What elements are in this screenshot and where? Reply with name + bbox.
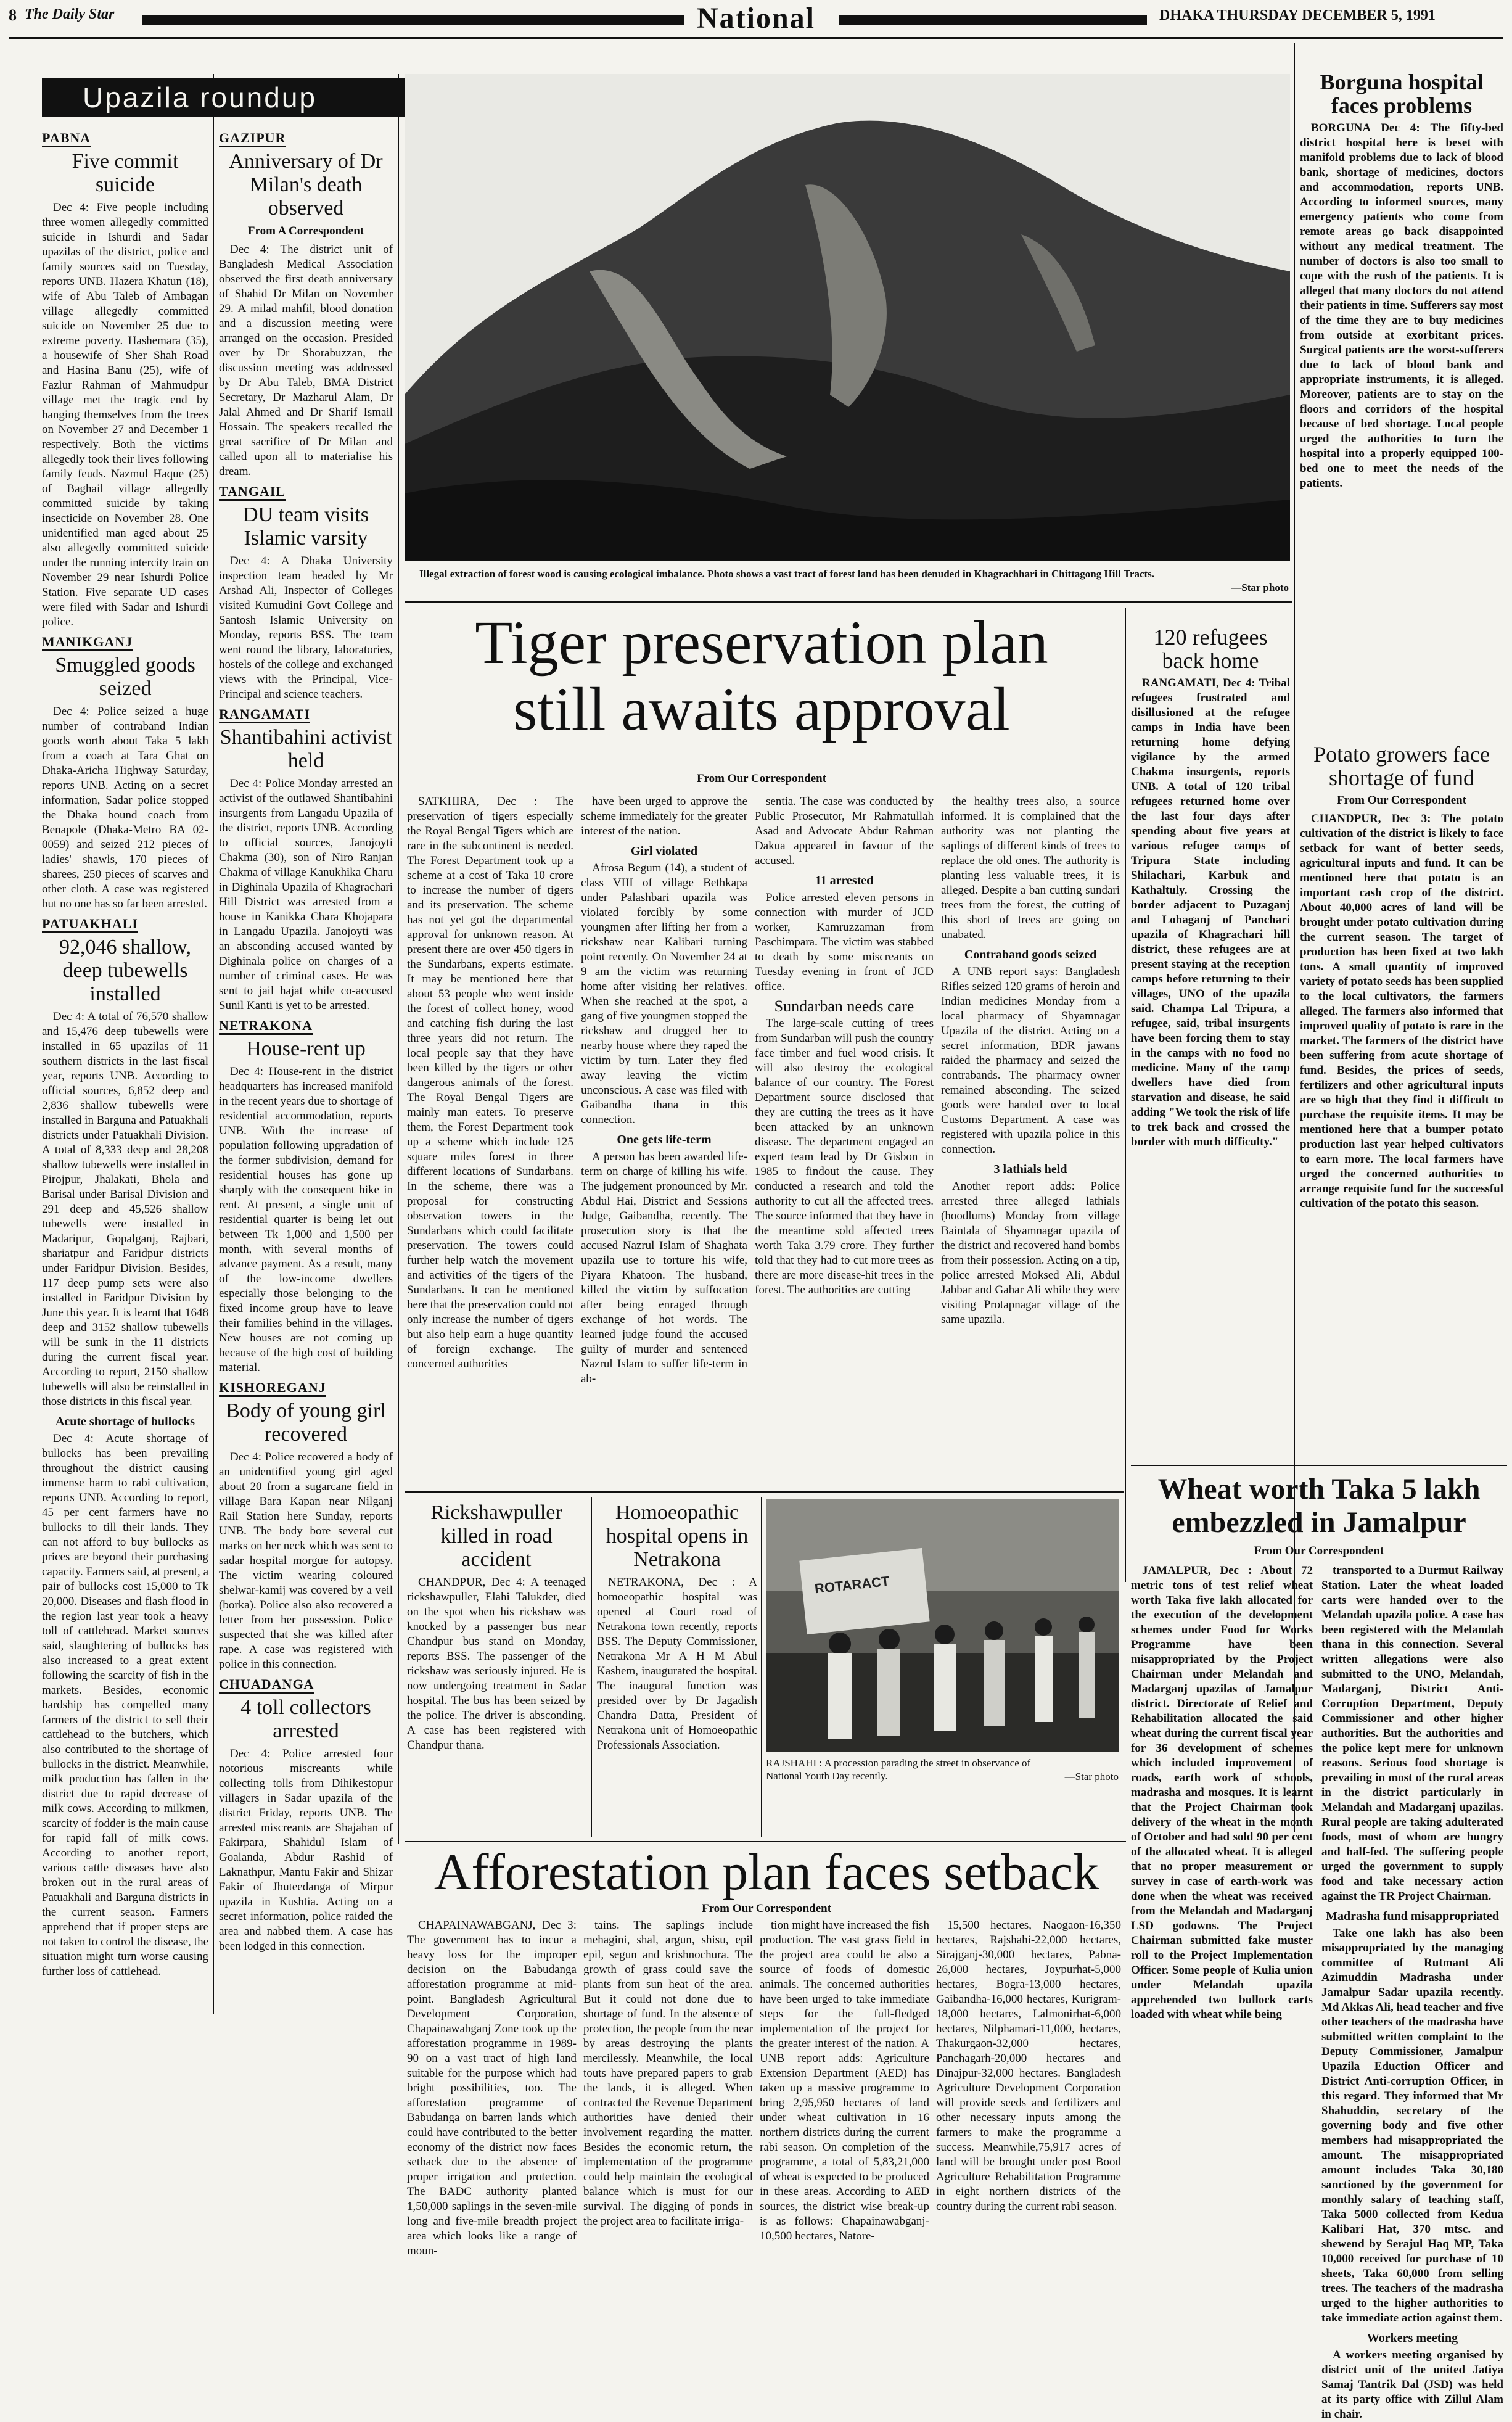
wheat-col-2 — [1321, 1563, 1503, 2421]
story-milan: Dec 4: The district unit of Bangladesh Medical Association observed the first death anniversary of Shahid Dr Milan on November 29. A milad mahfil, blood donation and a discussion meeting were arranged on the occasion. Presided over by Dr Shorabuzzan, the discussion meeting was addressed by Dr Abu Taleb, BMA District Secretary, Dr Mazharul Alam, Dr Jalal Ahmed and Dr Sharif Ismail Hossain. The speakers recalled the great sacrifice of Dr Milan and called upon all to materialise his dream. — [219, 243, 393, 478]
story-body-recovered: Dec 4: Police recovered a body of an unidentified young girl aged about 20 from a sugarcane field in village Bara Kapan near Nilganj Rail Station here Sunday, reports UNB. The body bore several cut marks on her neck which was sent to sadar hospital morgue for autopsy. The victim wearing coloured shelwar-kamij was covered by a veil (borka). Police also also recovered a letter from her possession. Police suspected that she was killed after rape. A case was registered with police in this connection. — [219, 1451, 393, 1671]
afforest-col-4 — [936, 1918, 1121, 2213]
tiger-story-4: the healthy trees also, a source informed. It is complained that the authority was not planting the saplings of different kinds of trees to replace the old ones. The authority is planting less valuable trees, it is alleged. Despite a ban cutting sundari trees from the forest, the cutting of this short of trees are going on unabated. — [941, 795, 1120, 941]
story-workers: A workers meeting organised by district unit of the united Jatiya Samaj Tantrik Dal (JSD) was held at its party office with Zillul Alam in chair. — [1321, 2349, 1503, 2421]
headline-borguna: Borguna hospital faces problems — [1320, 70, 1484, 118]
story-tubewells: Dec 4: A total of 76,570 shallow and 15,476 deep tubewells were installed in 65 upazilas of 11 southern districts in the last fiscal year, reports UNB. According to official sources, 6,852 deep and 2,836 shallow tubewells were installed in Barguna and Patuakhali districts under Patuakhali Division. A total of 8,333 deep and 28,208 shallow tubewells were installed in Pirojpur, Jhalakati, Bhola and Barisal under Barisal Division and 291 deep and 45,526 shallow tubewells were installed in Madaripur, Gopalganj, Rajbari, shariatpur and Faridpur districts under Faridpur Division. Besides, 117 deep pump sets were also installed in Faridpur Division by June this year. It is learnt that 1648 deep and 3152 shallow tubewells will be sunk in the 11 districts during the current fiscal year. According to report, 2150 shallow tubewells will also be reinstalled in those districts in this fiscal year. — [42, 1010, 208, 1408]
story-homoeo: NETRAKONA, Dec : A homoeopathic hospital was opened at Court road of Netrakona town recently, reports BSS. The Deputy Commissioner, Netrakona Mr A H M Abul Kashem, inaugurated the hospital. The inaugural function was presided over by Dr Jagadish Chandra Datta, President of Netrakona unit of Homoeopathic Professionals Association. — [597, 1576, 757, 1752]
place-patuakhali: PATUAKHALI — [42, 916, 138, 933]
tiger-col-3 — [755, 794, 934, 1485]
tiger-headline-1: Tiger preservation plan — [475, 608, 1048, 677]
afforest-byline: From Our Correspondent — [701, 1902, 832, 1915]
headline-tubewells: 92,046 shallow, deep tubewells installed — [59, 936, 192, 1005]
afforest-headline: Afforestation plan faces setback — [433, 1843, 1099, 1901]
story-smuggled: Dec 4: Police seized a huge number of contraband Indian goods worth about Taka 5 lakh from a coach at Tara Ghat on Dhaka-Aricha Highway Saturday, reports UNB. Acting on a secret information, Sadar police stopped the Dhaka bound coach from Benapole (Dhaka-Metro BA 02-0059) and seized 212 pieces of ladies' shawls, 170 pieces of sharees, 250 pieces of scarves and other cloth. A case was registered but no one has so far been arrested. — [42, 705, 208, 910]
borguna-column — [1300, 68, 1503, 728]
byline-potato: From Our Correspondent — [1336, 794, 1467, 807]
story-toll-collectors: Dec 4: Police arrested four notorious miscreants while collecting tolls from Dihikestopur villagers in Sadar upazila of the district Friday, reports UNB. The arrested miscreants are Shajahan of Fakirpara, Shahidul Islam of Goalanda, Abdur Rashid of Laknathpur, Mantu Fakir and Shizar Fakir of Jhuteedanga of Mirpur upazila in Kushtia. Acting on a secret information, police raided the area and nabbed them. A case has been lodged in this connection. — [219, 1747, 393, 1953]
refugees-column — [1131, 623, 1290, 1585]
place-netrakona: NETRAKONA — [219, 1018, 313, 1035]
story-madrasha: Take one lakh has also been misappropriated by the managing committee of Rutmant Ali Azimuddin Madrasha under Jamalpur Sadar upazila recently. Md Akkas Ali, head teacher and five other teachers of the madrasha have submitted written complaint to the Deputy Commissioner, Jamalpur Upazila Eduction Officer and District Anti-corruption Officer, in this regard. They informed that Mr Shahuddin, secretary of the governing body and five other members had misappropriated the amount. The misappropriated amount includes Taka 30,180 sanctioned by the government for monthly salary of teaching staff, Taka 5000 collected from Kedua Kalibari Hat, 370 mtsc. and shewend by Serajul Haq MP, Taka 10,000 received for purchase of 10 sheets, Taka 60,000 from selling trees. The teachers of the madrasha urged to the higher authorities to take immediate action against them. — [1321, 1927, 1503, 2325]
story-potato: CHANDPUR, Dec 3: The potato cultivation of the district is likely to face setback for want of better seeds, agricultural inputs and fund. It can be mentioned here that potato is an important cash crop of the district. About 40,000 acres of land will be brought under potato cultivation during the current season. The target of production has been fixed at two lakh tons. A small quantity of improved variety of potato seeds has been supplied to the local cultivators, the farmers alleged. The farmers also informed that improved quality of potato is rare in the market. The farmers of the district have been suffering from acute shortage of fund. Besides, the prices of seeds, fertilizers and other agricultural inputs are so high that they find it difficult to purchase the requisite items. It may be mentioned here that a bumper potato production last year helped cultivators to earn more. The local farmers have urged the concerned authorities to arrange requisite fund for the successful cultivation of the potato this season. — [1300, 812, 1503, 1210]
story-refugees: RANGAMATI, Dec 4: Tribal refugees frustrated and disillusioned at the refugee camps in India have been returning home defying vigilance by the armed Chakma insurgents, reports UNB. A total of 120 tribal refugees returned home over the last four days after spending about five years at various refugee camps of Tripura State including Shilachari, Karbuk and Kathaltuly. Crossing the border adjacent to Puzaganj and Lohaganj of Panchari upazila of Khagrachari hill district, these refugees are at present staying at the reception camps before returning to their villages, UNO of the upazila said. Champa Lal Tripura, a refugee, said, tribal insurgents have been forcing them to stay in the camps with no food no medicine. Many of the camp dwellers have died from starvation and disease, he said adding "We took the risk of life to trek back and crossed the border with much difficulty." — [1131, 677, 1290, 1148]
sub-lathials: 3 lathials held — [993, 1163, 1067, 1176]
place-manikganj: MANIKGANJ — [42, 635, 133, 651]
headline-shantibahini: Shantibahini activist held — [220, 726, 392, 772]
afforest-story-1: CHAPAINAWABGANJ, Dec 3: The government has to incur a heavy loss for the improper decision on the Babudanga afforestation programme at mid-point. Bangladesh Agricultural Development Corporation, Chapainawabganj Zone took up the afforestation programme in 1989-90 on a vast tract of high land suitable for the purpose which had bright possibilities, too. The afforestation programme of Babudanga on barren lands which could have contributed to the better economy of the district now faces setback due to the absence of proper irrigation and protection. The BADC authority planted 1,50,000 saplings in the seven-mile long and five-mile breadth project area which looks like a range of moun- — [407, 1919, 577, 2257]
afforest-story-3: tion might have increased the fish production. The vast grass field in the project area could be also a source of foods of domestic animals. The concerned authorities have been urged to take immediate steps for the full-fledged implementation of the project for the greater interest of the nation. A UNB report adds: Agriculture Extension Department (AED) has taken up a massive programme to bring 2,95,950 hectares of land under wheat cultivation in 16 northern districts during the current rabi season. On completion of the programme, a total of 5,83,21,000 of wheat is expected to be produced in these areas. According to AED sources, the district wise break-up is as follows: Chapainawabganj-10,500 hectares, Natore- — [760, 1919, 929, 2243]
afforest-story-4: 15,500 hectares, Naogaon-16,350 hectares, Rajshahi-22,000 hectares, Sirajganj-30,000 hectares, Pabna-26,000 hectares, Joypurhat-5,000 hectares, Bogra-13,000 hectares, Gaibandha-16,000 hectares, Kurigram-18,000 hectares, Lalmonirhat-6,000 hectares, Nilphamari-11,000, hectares, Thakurgaon-32,000 hectares, Panchagarh-20,000 hectares and Dinajpur-32,000 hectares. Bangladesh Agriculture Development Corporation will provide seeds and fertilizers and other necessary inputs among the farmers to make the programme a success. Meanwhile,75,917 acres of land will be brought under post Bood Agriculture Rehabilitation Programme in eight northern districts of the country during the current rabi season. — [936, 1919, 1121, 2213]
wheat-story-1: JAMALPUR, Dec : About 72 metric tons of test relief wheat worth Taka five lakh allocated for the execution of the development schemes under Food for Works Programme have been misappropriated by the Project Chairman under Melandah and Madarganj upazilas of Jamalpur district. Directorate of Relief and Rehabilitation allocated the said wheat during the current fiscal year for 36 development of schemes which included improvement of roads, earth work of schools, madrasha and mosques. It is learnt that the Project Chairman took delivery of the wheat in the month of October and had sold 90 per cent of the allocated wheat. It is alleged that no proper measurement or survey in case of earth-work was done when the wheat was received from the Melandah and Madarganj LSD godowns. The Project Chairman submitted fake muster roll to the Project Implementation Officer. Some people of Kulia union under Melandah upazila apprehended two bullock carts loaded with wheat while being — [1131, 1564, 1313, 2021]
story-house-rent: Dec 4: House-rent in the district headquarters has increased manifold in the recent years due to shortage of residential accommodation, reports UNB. With the increase of population following upgradation of the former subdivision, demand for residential houses has gone up sharply with the consequent hike in rent. At present, a single unit of residential quarter is being let out between Tk 1,000 and 1,500 per month, with several months of advance payment. As a result, many of the low-income dwellers especially those belonging to the fixed income group have to leave their families behind in the villages. New houses are not coming up because of the high cost of building material. — [219, 1065, 393, 1374]
story-life-term: A person has been awarded life-term on charge of killing his wife. The judgement pronounced by Mr. Abdul Hai, District and Sessions Judge, Gaibandha, recently. The prosecution story is that the accused Nazrul Islam of Shaghata upazila use to torture his wife, Piyara Khatoon. The husband, killed the victim by suffocation after being enraged through exchange of hot words. The learned judge found the accused guilty of murder and sentenced Nazrul Islam to suffer life-term in ab- — [581, 1150, 747, 1385]
story-girl-violated: Afrosa Begum (14), a student of class VIII of village Bethkapa under Palashbari upazila was violated forcibly by some youngmen after lifting her from a rickshaw near Kalibari turning point recently. On November 24 at 9 am the victim was returning home after visiting her relatives. When she reached at the spot, a gang of five youngmen stopped the rickshaw and drugged her to nearby house where they raped the victim by turn. Later they fled away leaving the victim unconscious. A case was filed with Gaibandha thana in this connection. — [581, 862, 747, 1126]
dateline: DHAKA THURSDAY DECEMBER 5, 1991 — [1159, 7, 1436, 23]
afforest-story-2: tains. The saplings include mehagini, shal, argun, shisu, epil epil, segun and krishnochura. The growth of grass could save the plants from sun heat of the area. But it could not done due to shortage of fund. In the absence of protection, the people from the near by areas destroying the plants mercilessly. Meanwhile, the local touts have prepared papers to grab the lands, it is alleged. When contracted the Revenue Department authorities have denied their involvement regarding the matter. Besides the economic return, the implementation of the programme could help maintain the ecological balance which is must for our survival. The digging of ponds in the project area to facilitate irriga- — [583, 1919, 753, 2228]
rule-under-photo — [405, 601, 1292, 603]
wheat-headline-1: Wheat worth Taka 5 lakh — [1157, 1473, 1481, 1506]
col-rule — [761, 1497, 762, 1837]
tiger-story-2: have been urged to approve the scheme immediately for the greater interest of the nation. — [581, 795, 747, 838]
headline-milan: Anniversary of Dr Milan's death observed — [229, 150, 383, 220]
wheat-byline: From Our Correspondent — [1254, 1544, 1384, 1557]
headline-bullocks: Acute shortage of bullocks — [55, 1415, 195, 1428]
headline-refugees: 120 refugees back home — [1153, 625, 1268, 673]
forest-photo-credit: —Star photo — [1231, 582, 1289, 593]
story-sundarban: The large-scale cutting of trees from Sundarban will push the country face timber and fuel wood crisis. It will also destroy the ecological balance of our country. The Forest Department source disclosed that they are cutting the trees as it have been attacked by an unknown disease. The department engaged an expert team lead by Dr Gisbon in 1985 to findout the cause. They conducted a research and told the authority to cut all the affected trees. The source informed that they have in the meantime sold affected trees worth Taka 3.79 crore. They further told that they had to cut more trees as there are more disease-hit trees in the forest. The authorities are cutting — [755, 1017, 934, 1296]
story-bullocks: Dec 4: Acute shortage of bullocks has been prevailing throughout the district causing immense harm to rabi cultivation, reports UNB. According to report, 45 per cent farmers have no bullocks to till their lands. They can not afford to buy bullocks as prices are beyond their purchasing capacity. Farmers said, at present, a pair of bullocks cost 15,000 to Tk 20,000. Diseases and flash flood in the region last year took a heavy toll of cattlehead. Market sources said, slaughtering of bullocks has also increased to a great extent following the scarcity of fish in the markets. Besides, economic hardship has compelled many farmers of the district to sell their cattlehead to the butchers, which also contributed to the shortage of bullocks in the district. Meanwhile, milk production has fallen in the district due to rapid decrease of milk cows. According to milkmen, scarcity of fodder is the main cause for rapid fall of milk cows. According to another report, various cattle diseases have also broken out in the rural areas of Patuakhali and Barguna districts in the current season. Farmers apprehend that if proper steps are not taken to control the disease, the situation might turn worse causing further loss of cattlehead. — [42, 1432, 208, 1978]
headline-potato: Potato growers face shortage of fund — [1313, 742, 1490, 790]
tiger-col-1 — [407, 794, 573, 1485]
section-title: National — [697, 2, 816, 35]
sub-contraband: Contraband goods seized — [964, 948, 1097, 962]
headline-suicide: Five commit suicide — [72, 150, 179, 196]
afforest-col-2 — [583, 1918, 753, 2228]
rajshahi-caption: RAJSHAHI : A procession parading the street in observance of National Youth Day recently. — [766, 1757, 1031, 1782]
rule-under-tiger — [405, 1491, 1124, 1493]
col-rule — [398, 74, 399, 1844]
sub-11-arrested: 11 arrested — [815, 874, 874, 888]
forest-hill-image — [405, 74, 1290, 561]
afforest-col-1 — [407, 1918, 577, 2257]
story-rickshaw: CHANDPUR, Dec 4: A teenaged rickshawpuller, Elahi Talukder, died on the spot when his rickshaw was knocked by a passenger bus near Chandpur bus stand on Monday, reports BSS. The passenger of the rickshaw was seriously injured. He is now undergoing treatment in Sadar hospital. The bus has been seized by the police. The driver is absconding. A case has been registered with Chandpur thana. — [407, 1576, 586, 1752]
story-shantibahini: Dec 4: Police Monday arrested an activist of the outlawed Shantibahini insurgents from Langadu Upazila of the district, reports UNB. According to official sources, Janojoyti Chakma (30), son of Niro Ranjan Chakma of village Kanukhika Charu in Dighinala Upazila of Khagrachari Hill District was arrested from a house in Kanikka Chara Khojapara in Langadu Upazila. Janojoyti was an absconding accused wanted by Dighinala police on charges of a number of criminal cases. He was sent to jail hajat while co-accused Sunil Kanti is yet to be arrested. — [219, 777, 393, 1012]
sub-girl-violated: Girl violated — [630, 844, 698, 858]
col-rule — [213, 74, 214, 2014]
roundup-column-1 — [42, 127, 208, 2014]
tiger-headline-2: still awaits approval — [513, 675, 1010, 743]
headline-smuggled: Smuggled goods seized — [55, 654, 195, 700]
place-tangail: TANGAIL — [219, 484, 286, 501]
forest-photo — [405, 74, 1290, 561]
story-suicide: Dec 4: Five people including three women allegedly committed suicide in Ishurdi and Sadar upazilas of the district, police and family sources said on Tuesday, reports UNB. Hazera Khatun (18), wife of Abu Taleb of Ambagan village allegedly committed suicide on November 25 due to extreme poverty. Hashemara (35), a housewife of Sher Shah Road and Hasina Banu (25), wife of Fazlur Rahman of Mahmudpur village met the tragic end by hanging themselves from the trees on November 27 and December 1 respectively. Both the victims allegedly took their lives following family feuds. Nazmul Haque (25) of Baghail village allegedly committed suicide by taking insecticide on November 28. One unidentified man aged about 25 also allegedly committed suicide under the running intercity train on November 29 near Ishurdi Police Station. Five separate UD cases were filed with Sadar and Ishurdi police. — [42, 201, 208, 628]
page-number: 8 — [9, 6, 17, 24]
masthead-rule-right — [839, 15, 1147, 25]
rule-above-afforest — [405, 1841, 1126, 1842]
place-pabna: PABNA — [42, 131, 91, 147]
headline-rickshaw: Rickshawpuller killed in road accident — [430, 1501, 562, 1571]
masthead-underline — [9, 37, 1503, 39]
place-chuadanga: CHUADANGA — [219, 1677, 314, 1694]
place-rangamati: RANGAMATI — [219, 707, 310, 723]
roundup-banner: Upazila roundup — [42, 78, 433, 117]
col-rule — [591, 1497, 592, 1837]
headline-du-team: DU team visits Islamic varsity — [243, 503, 369, 550]
story-borguna: BORGUNA Dec 4: The fifty-bed district hospital here is beset with manifold problems due to lack of blood bank, shortage of medicines, doctors and accommodation, reports UNB. According to informed sources, many emergency patients who come from remote areas go back disappointed without any medical treatment. The number of doctors is also too small to cope with the rush of the patients. It is alleged that many doctors do not attend their patients in time. Sufferers say most of the time they are to buy medicines from outside at exorbitant prices. Surgical patients are the worst-sufferers due to lack of blood bank and appropriate instruments, it is alleged. Moreover, patients are to stay on the floors and corridors of the hospital because of bed shortage. Local people urged the authorities to turn the hospital into a properly equipped 100-bed one to meet the needs of the patients. — [1300, 122, 1503, 490]
roundup-column-2 — [219, 127, 393, 1953]
masthead-rule-left — [142, 15, 684, 25]
afforest-col-3 — [760, 1918, 929, 2243]
forest-photo-caption: Illegal extraction of forest wood is causing ecological imbalance. Photo shows a vast tract of forest land has been denuded in Khagrachhari in Chittagong Hill Tracts. — [419, 568, 1155, 580]
sub-sundarban: Sundarban needs care — [774, 997, 914, 1015]
story-du-team: Dec 4: A Dhaka University inspection team headed by Mr Arshad Ali, Inspector of Colleges visited Kumudini Govt College and Santosh Islamic University on Monday, reports BSS. The team went round the library, laboratories, hostels of the college and exchanged views with the Principal, Vice-Principal and science teachers. — [219, 554, 393, 701]
headline-house-rent: House-rent up — [246, 1037, 366, 1060]
potato-column — [1300, 740, 1503, 1480]
rule-above-wheat — [1131, 1465, 1507, 1466]
tiger-col-2 — [581, 794, 747, 1485]
headline-toll-collectors: 4 toll collectors arrested — [240, 1696, 371, 1742]
wheat-story-2: transported to a Durmut Railway Station. Later the wheat loaded carts were handed over to the Melandah upazila police. A case has been registered with the Melandah thana in this connection. Several written allegations were also submitted to the UNO, Melandah, Madarganj, District Anti-Corruption Department, Deputy Commissioner and other higher authorities. But the authorities and the police kept mere for unknown reasons. Serious food shortage is prevailing in most of the rural areas in the district particularly in Melandah and Madarganj upazilas. Rural people are taking adulterated foods, most of whom are hungry and half-fed. The suffering people urged the government to supply food and take necessary action against the TR Project Chairman. — [1321, 1564, 1503, 1903]
headline-body-recovered: Body of young girl recovered — [226, 1399, 386, 1446]
col-rule — [1125, 608, 1126, 1582]
banner-text: ROTARACT — [813, 1573, 890, 1597]
procession-image — [766, 1499, 1119, 1752]
tiger-byline: From Our Correspondent — [696, 772, 827, 785]
headline-homoeo: Homoeopathic hospital opens in Netrakona — [606, 1501, 749, 1571]
byline-milan: From A Correspondent — [247, 224, 364, 237]
story-contraband: A UNB report says: Bangladesh Rifles seized 120 grams of heroin and Indian medicines Monday from a local pharmacy of Shyamnagar Upazila of the district. Acting on a secret information, BDR jawans raided the pharmacy and seized the contrabands. The pharmacy owner remained absconding. The seized goods were handed over to local Customs Department. A case was registered with upazila police in this connection. — [941, 965, 1120, 1156]
paper-name: The Daily Star — [25, 6, 115, 22]
place-kishoreganj: KISHOREGANJ — [219, 1380, 326, 1397]
sub-madrasha: Madrasha fund misappropriated — [1326, 1909, 1499, 1923]
tiger-col-4 — [941, 794, 1120, 1485]
rickshaw-column — [407, 1499, 586, 1838]
wheat-headline-2: embezzled in Jamalpur — [1172, 1506, 1466, 1539]
story-11-arrested: Police arrested eleven persons in connection with murder of JCD worker, Kamruzzaman from Paschimpara. The victim was stabbed to death by some miscreants on Tuesday evening in front of JCD office. — [755, 891, 934, 993]
story-lathials: Another report adds: Police arrested three alleged lathials (hoodlums) Monday from village Baintala of Shyamnagar upazila of the district and recovered hand bombs from their possession. Acting on a tip, police arrested Moksed Ali, Abdul Jabbar and Gahar Ali while they were visiting Protapnagar village of the same upazila. — [941, 1180, 1120, 1326]
rajshahi-photo — [766, 1499, 1119, 1752]
rajshahi-credit: —Star photo — [1064, 1771, 1119, 1782]
wheat-col-1 — [1131, 1563, 1313, 2021]
place-gazipur: GAZIPUR — [219, 131, 286, 147]
tiger-story-3: sentia. The case was conducted by Public Prosecutor, Mr Rahmatullah Asad and Advocate Abdur Rahman Dakua appeared in favour of the accused. — [755, 795, 934, 867]
sub-workers: Workers meeting — [1366, 2331, 1458, 2345]
homoeo-column — [597, 1499, 757, 1838]
sub-life-term: One gets life-term — [617, 1133, 712, 1147]
tiger-story-1: SATKHIRA, Dec : The preservation of tigers especially the Royal Bengal Tigers which are rare in the subcontinent is needed. The Forest Department took up a scheme at a cost of Taka 10 crore to increase the number of tigers and its preservation. The scheme has not yet got the departmental approval for unknown reason. At present there are over 450 tigers in the Sundarbans, experts estimate. It may be mentioned here that about 53 people who went inside the forest of collect honey, wood and catching fish during the last three years did not return. The local people say that they have been killed by the tigers or other dangerous animals of the forest. The Royal Bengal Tigers are mainly man eaters. To preserve them, the Forest Department took up a scheme which include 125 square miles forest in three different locations of Sundarbans. In the scheme, there was a proposal for constructing observation towers in the Sundarbans which could facilitate preservation. The towers could further help watch the movement and activities of the tigers of the Sundarbans. It can be mentioned here that the preservation could not only increase the number of tigers but also help earn a huge quantity of foreign exchange. The concerned authorities — [407, 795, 573, 1370]
